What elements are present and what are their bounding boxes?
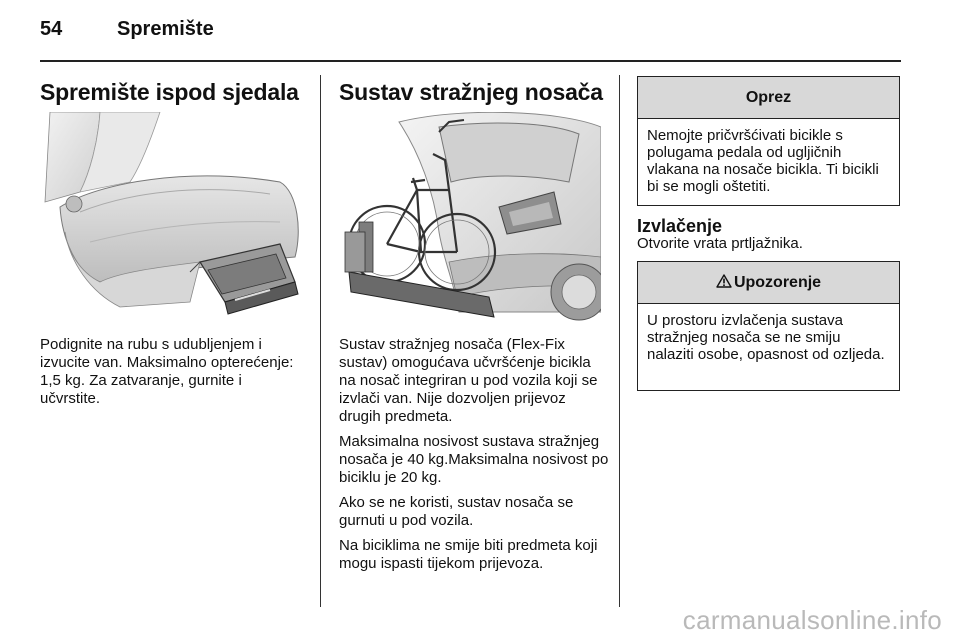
page-number: 54 xyxy=(40,18,63,40)
rear-carrier-text xyxy=(339,336,609,580)
carrier-paragraph-1: Sustav stražnjeg nosača (Flex-Fix sustav) omogućava učvršćenje bicikla na nosač integriran u pod vozila koji se izvlači van. Nije dozvoljen prijevoz drugih predmeta. xyxy=(339,336,598,425)
carrier-paragraph-4: Na biciklima ne smije biti predmeta koji mogu ispasti tijekom prijevoza. xyxy=(339,537,598,572)
column-divider-1 xyxy=(320,75,321,607)
header-rule xyxy=(40,60,901,62)
column-divider-2 xyxy=(619,75,620,607)
section-title: Spremište xyxy=(117,18,214,40)
warning-triangle-icon xyxy=(716,274,732,288)
rear-carrier-heading: Sustav stražnjeg nosača xyxy=(339,79,603,105)
rear-bike-carrier-illustration xyxy=(339,112,601,322)
extraction-heading: Izvlačenje xyxy=(637,216,723,236)
warning-box xyxy=(637,261,900,391)
seat-drawer-illustration xyxy=(40,112,302,322)
caution-box xyxy=(637,76,900,206)
caution-title: Oprez xyxy=(638,77,899,119)
warning-header xyxy=(638,262,899,304)
carrier-paragraph-2: Maksimalna nosivost sustava stražnjeg nosača je 40 kg.Maksimalna nosivost po biciklu je 20 kg. xyxy=(339,433,609,486)
seat-storage-paragraph: Podignite na rubu s udubljenjem i izvucite van. Maksimalno opterećenje: 1,5 kg. Za zatvaranje, gurnite i učvrstite. xyxy=(40,336,294,407)
seat-storage-text xyxy=(40,336,302,415)
extraction-text: Otvorite vrata prtljažnika. xyxy=(637,235,803,252)
seat-storage-heading: Spremište ispod sjedala xyxy=(40,79,299,105)
warning-text: U prostoru izvlačenja sustava stražnjeg nosača se ne smiju nalaziti osobe, opasnost od ozljeda. xyxy=(647,312,885,363)
warning-title: Upozorenje xyxy=(733,274,822,291)
watermark: carmanualsonline.info xyxy=(682,605,942,635)
carrier-paragraph-3: Ako se ne koristi, sustav nosača se gurnuti u pod vozila. xyxy=(339,494,574,529)
caution-text: Nemojte pričvršćivati bicikle s polugama pedala od ugljičnih vlakana na nosače bicikla. Ti bicikli bi se mogli oštetiti. xyxy=(647,127,879,195)
